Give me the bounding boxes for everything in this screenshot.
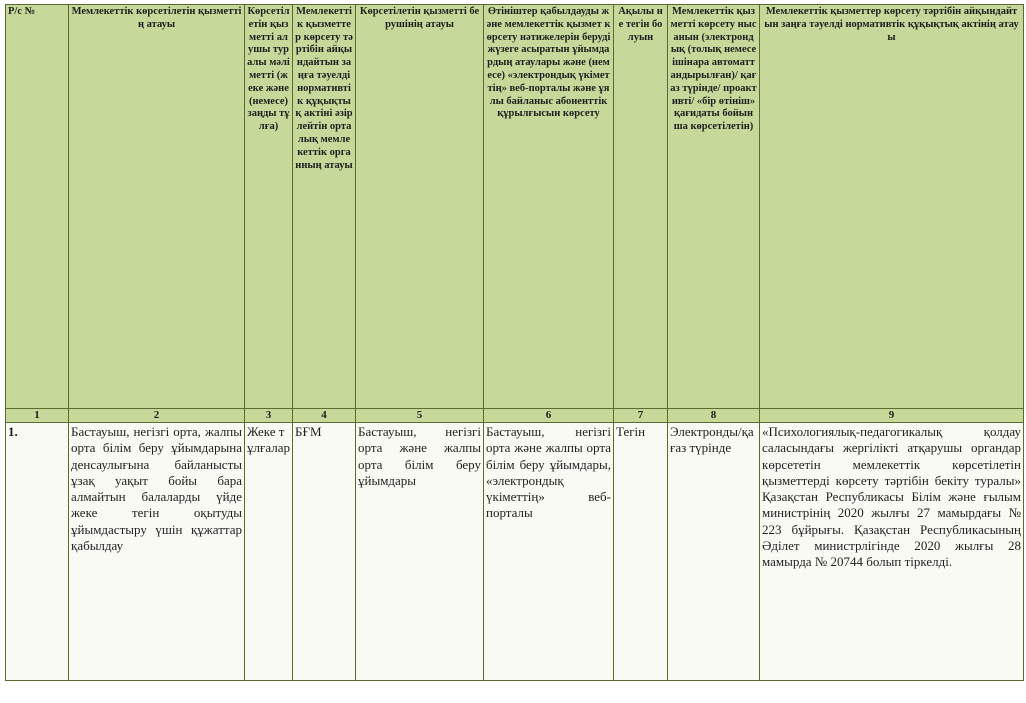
column-number: 7: [614, 409, 668, 423]
form-cell: Электронды/қағаз түрінде: [668, 423, 760, 681]
header-row-number: Р/с №: [6, 5, 69, 409]
column-number: 5: [356, 409, 484, 423]
central-body-cell: БҒМ: [293, 423, 356, 681]
header-organizations: Өтініштер қабылдауды және мемлекеттік қызмет көрсету нәтижелерін беруді жүзеге асыратын ұйымдардың атаулары және (немесе) «электрондық үкіметтің» веб-порталы және ұялы байланыс абоненттік құрылғысын көрсету: [484, 5, 614, 409]
recipient-cell: Жеке тұлғалар: [245, 423, 293, 681]
column-number: 1: [6, 409, 69, 423]
header-recipient: Көрсетілетін қызметті алушы туралы мәліметті (жеке және (немесе) заңды тұлға): [245, 5, 293, 409]
header-central-body: Мемлекеттік қызметтер көрсету тәртібін айқындайтын заңға тәуелді нормативтік құқықтық актіні әзірлейтін орталық мемлекеттік органның атауы: [293, 5, 356, 409]
legal-act-cell: «Психологиялық-педагогикалық қолдау саласындағы жергілікті атқарушы органдар көрсететін мемлекеттік көрсетілетін қызметтерді көрсету тәртібін бекіту туралы» Қазақстан Республикасы Білім және ғылым министрінің 2020 жылғы 27 мамырдағы № 223 бұйрығы. Қазақстан Республикасының Әділет министрлігінде 2020 жылғы 28 мамырда № 20744 болып тіркелді.: [760, 423, 1024, 681]
payment-cell: Тегін: [614, 423, 668, 681]
header-service-name: Мемлекеттік көрсетілетін қызметтің атауы: [69, 5, 245, 409]
services-table: [5, 4, 1024, 681]
column-number: 4: [293, 409, 356, 423]
column-number: 8: [668, 409, 760, 423]
provider-cell: Бастауыш, негізгі орта және жалпы орта білім беру ұйымдары: [356, 423, 484, 681]
column-number-row: [6, 409, 1024, 423]
column-number: 2: [69, 409, 245, 423]
table-row: [6, 423, 1024, 681]
service-name-cell: Бастауыш, негізгі орта, жалпы орта білім беру ұйымдарына денсаулығына байланысты ұзақ уақыт бойы бара алмайтын балаларды үйде жеке тегін оқытуды ұйымдастыру үшін құжаттар қабылдау: [69, 423, 245, 681]
header-row: [6, 5, 1024, 409]
header-payment: Ақылы не тегін болуын: [614, 5, 668, 409]
header-form: Мемлекеттік қызметті көрсету нысанын (электрондық (толық немесе ішінара автоматтандырылған)/ қағаз түрінде/ проактивті/ «бір өтініш» қағидаты бойынша көрсетілетін): [668, 5, 760, 409]
row-number: 1.: [6, 423, 69, 681]
header-provider: Көрсетілетін қызметті берушінің атауы: [356, 5, 484, 409]
column-number: 3: [245, 409, 293, 423]
header-legal-act: Мемлекеттік қызметтер көрсету тәртібін айқындайтын заңға тәуелді нормативтік құқықтық актінің атауы: [760, 5, 1024, 409]
column-number: 9: [760, 409, 1024, 423]
column-number: 6: [484, 409, 614, 423]
organizations-cell: Бастауыш, негізгі орта және жалпы орта білім беру ұйымдары, «электрондық үкіметтің» веб-порталы: [484, 423, 614, 681]
